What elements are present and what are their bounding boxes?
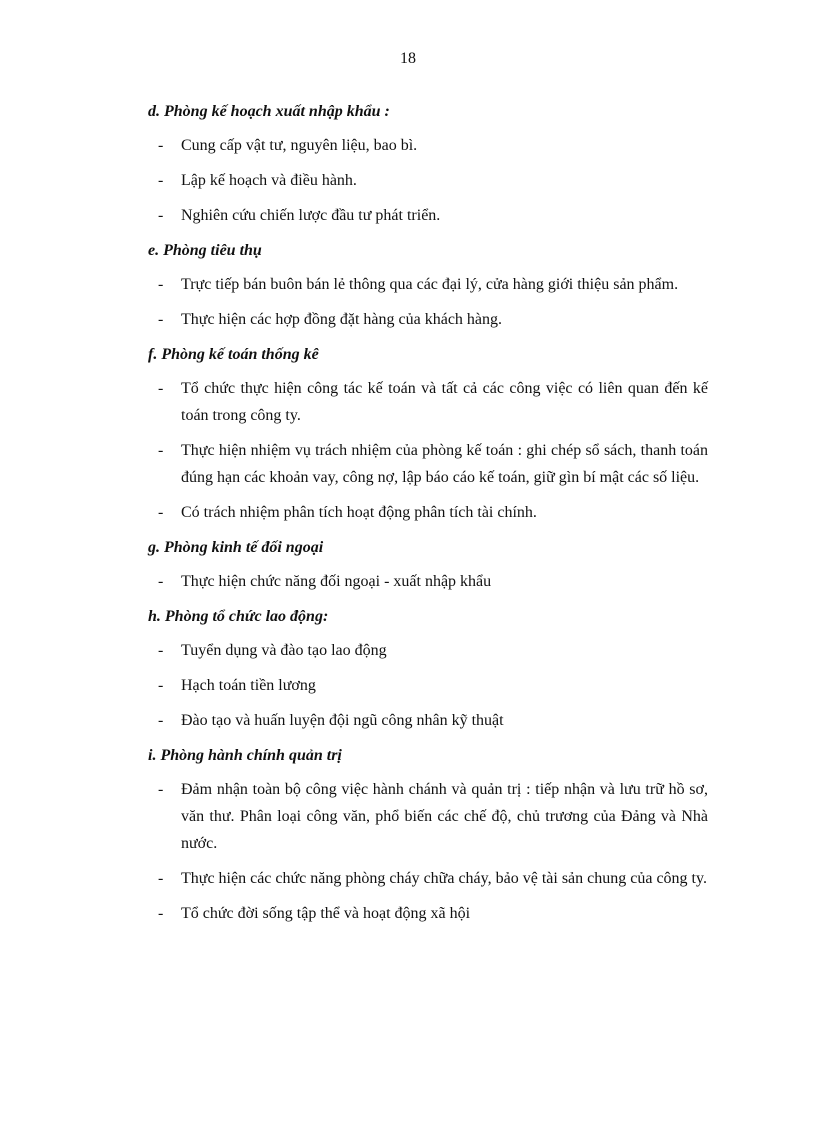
- list-item-text: Nghiên cứu chiến lược đầu tư phát triển.: [181, 207, 441, 224]
- page-number: 18: [400, 50, 416, 67]
- section-heading: h. Phòng tổ chức lao động:: [148, 608, 329, 625]
- bullet-dash: -: [158, 642, 164, 659]
- bullet-list: [148, 776, 708, 927]
- bullet-list: [148, 375, 708, 526]
- list-item: [148, 776, 708, 857]
- bullet-dash: -: [158, 573, 164, 590]
- list-item: [148, 375, 708, 429]
- section-heading: e. Phòng tiêu thụ: [148, 242, 262, 259]
- section-labor-organization: [148, 603, 708, 734]
- list-item-text: Có trách nhiệm phân tích hoạt động phân tích tài chính.: [181, 504, 537, 521]
- bullet-dash: -: [158, 781, 164, 798]
- section-import-export-planning: [148, 98, 708, 229]
- bullet-dash: -: [158, 207, 164, 224]
- list-item-text: Cung cấp vật tư, nguyên liệu, bao bì.: [181, 137, 418, 154]
- bullet-dash: -: [158, 712, 164, 729]
- list-item: [148, 167, 708, 194]
- list-item-text: Thực hiện các chức năng phòng cháy chữa cháy, bảo vệ tài sản chung của công ty.: [181, 870, 707, 887]
- bullet-dash: -: [158, 677, 164, 694]
- section-administration: [148, 742, 708, 927]
- list-item: [148, 637, 708, 664]
- section-heading: g. Phòng kinh tế đối ngoại: [148, 539, 324, 556]
- bullet-dash: -: [158, 504, 164, 521]
- bullet-dash: -: [158, 137, 164, 154]
- list-item: [148, 865, 708, 892]
- bullet-dash: -: [158, 380, 164, 397]
- list-item: [148, 132, 708, 159]
- bullet-list: [148, 637, 708, 734]
- list-item: [148, 672, 708, 699]
- bullet-dash: -: [158, 442, 164, 459]
- list-item: [148, 499, 708, 526]
- section-heading: d. Phòng kế hoạch xuất nhập khẩu :: [148, 103, 390, 120]
- list-item: [148, 568, 708, 595]
- list-item-text: Tổ chức đời sống tập thể và hoạt động xã hội: [181, 905, 471, 922]
- list-item-text: Thực hiện chức năng đối ngoại - xuất nhập khẩu: [181, 573, 492, 590]
- bullet-dash: -: [158, 905, 164, 922]
- list-item-text: Đào tạo và huấn luyện đội ngũ công nhân kỹ thuật: [181, 712, 504, 729]
- list-item-text: Thực hiện nhiệm vụ trách nhiệm của phòng kế toán : ghi chép sổ sách, thanh toán đúng hạn các khoản vay, công nợ, lập báo cáo kế toán, giữ gìn bí mật các số liệu.: [181, 442, 708, 486]
- section-heading: f. Phòng kế toán thống kê: [148, 346, 319, 363]
- bullet-list: [148, 271, 708, 333]
- section-sales: [148, 237, 708, 333]
- bullet-dash: -: [158, 870, 164, 887]
- list-item-text: Hạch toán tiền lương: [181, 677, 316, 694]
- list-item: [148, 437, 708, 491]
- list-item-text: Đảm nhận toàn bộ công việc hành chánh và quản trị : tiếp nhận và lưu trữ hồ sơ, văn thư. Phân loại công văn, phổ biến các chế độ, chủ trương của Đảng và Nhà nước.: [181, 781, 708, 852]
- list-item: [148, 271, 708, 298]
- list-item-text: Lập kế hoạch và điều hành.: [181, 172, 357, 189]
- section-accounting-statistics: [148, 341, 708, 526]
- list-item-text: Tổ chức thực hiện công tác kế toán và tất cả các công việc có liên quan đến kế toán trong công ty.: [181, 380, 708, 424]
- list-item-text: Trực tiếp bán buôn bán lẻ thông qua các đại lý, cửa hàng giới thiệu sản phẩm.: [181, 276, 679, 293]
- list-item: [148, 707, 708, 734]
- bullet-dash: -: [158, 311, 164, 328]
- list-item-text: Tuyển dụng và đào tạo lao động: [181, 642, 387, 659]
- bullet-list: [148, 568, 708, 595]
- bullet-list: [148, 132, 708, 229]
- bullet-dash: -: [158, 172, 164, 189]
- section-foreign-economics: [148, 534, 708, 595]
- bullet-dash: -: [158, 276, 164, 293]
- list-item: [148, 202, 708, 229]
- document-body: [148, 98, 708, 935]
- section-heading: i. Phòng hành chính quản trị: [148, 747, 342, 764]
- list-item: [148, 900, 708, 927]
- list-item: [148, 306, 708, 333]
- list-item-text: Thực hiện các hợp đồng đặt hàng của khách hàng.: [181, 311, 503, 328]
